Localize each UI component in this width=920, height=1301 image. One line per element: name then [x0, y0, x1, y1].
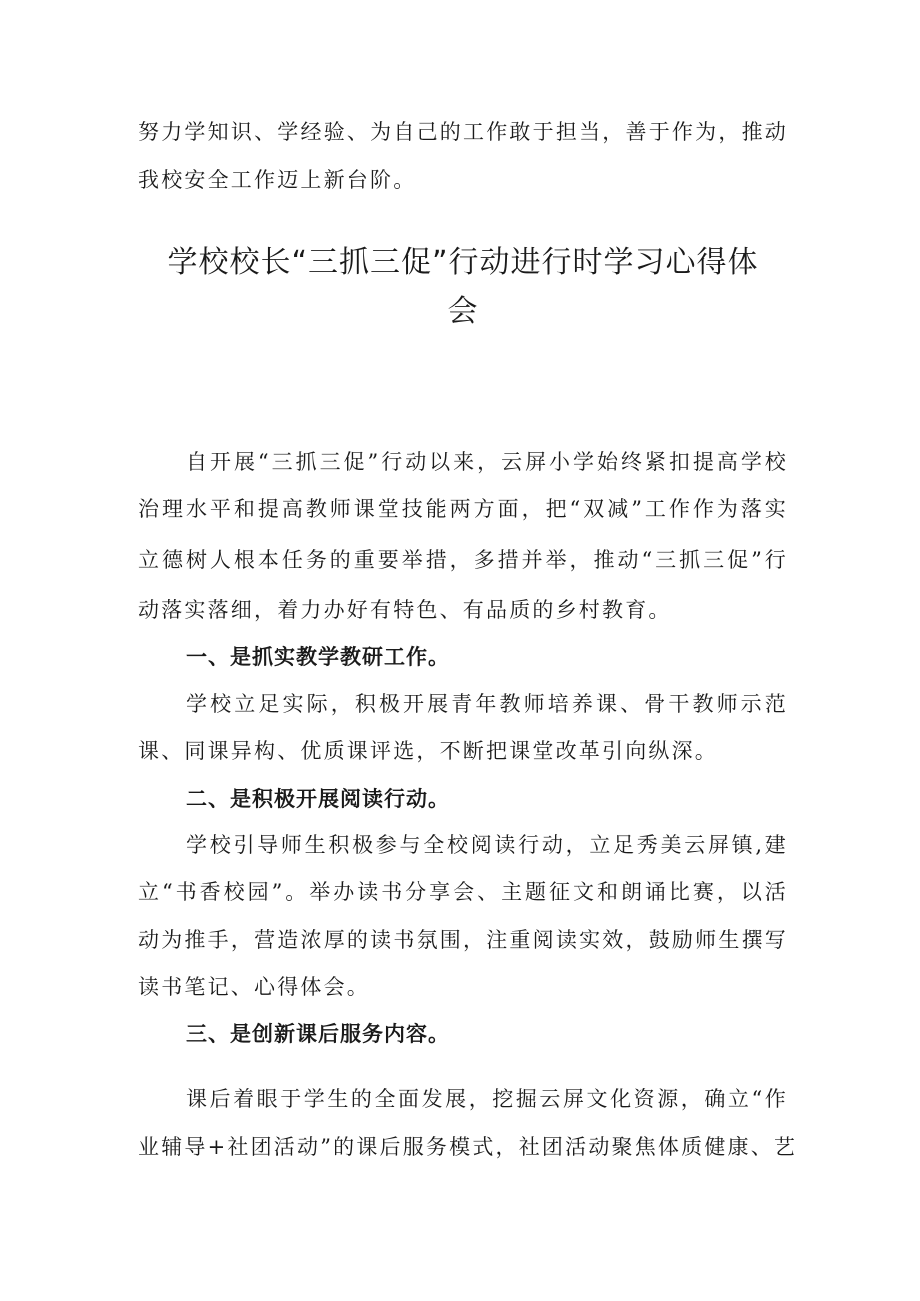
section1-line-2: 课、同课异构、优质课评选，不断把课堂改革引向纵深。 — [138, 739, 718, 763]
continuation-line-2: 我校安全工作迈上新台阶。 — [138, 168, 417, 192]
section-heading-2: 二、是积极开展阅读行动。 — [186, 787, 450, 811]
article-title-line-2: 会 — [447, 294, 479, 329]
continuation-line-1: 努力学知识、学经验、为自己的工作敢于担当，善于作为，推动 — [138, 120, 788, 144]
intro-line-4: 动落实落细，着力办好有特色、有品质的乡村教育。 — [138, 598, 672, 622]
section2-line-4: 读书笔记、心得体会。 — [138, 975, 370, 999]
section-heading-3: 三、是创新课后服务内容。 — [186, 1022, 450, 1046]
section3-line-2: 业辅导+社团活动”的课后服务模式，社团活动聚焦体质健康、艺 — [138, 1135, 798, 1159]
section2-line-3: 动为推手，营造浓厚的读书氛围，注重阅读实效，鼓励师生撰写 — [138, 928, 788, 952]
section1-line-1: 学校立足实际，积极开展青年教师培养课、骨干教师示范 — [186, 692, 788, 716]
intro-line-1: 自开展“三抓三促”行动以来，云屏小学始终紧扣提高学校 — [186, 450, 788, 474]
section3-line-1: 课后着眼于学生的全面发展，挖掘云屏文化资源，确立“作 — [186, 1087, 788, 1111]
section2-line-1: 学校引导师生积极参与全校阅读行动，立足秀美云屏镇,建 — [186, 833, 788, 857]
section2-line-2: 立“书香校园”。举办读书分享会、主题征文和朗诵比赛，以活 — [138, 880, 788, 904]
intro-line-2: 治理水平和提高教师课堂技能两方面，把“双减”工作作为落实 — [138, 497, 788, 521]
intro-line-3: 立德树人根本任务的重要举措，多措并举，推动“三抓三促”行 — [138, 548, 788, 572]
section-heading-1: 一、是抓实教学教研工作。 — [186, 645, 450, 669]
article-title-line-1: 学校校长“三抓三促”行动进行时学习心得体 — [167, 245, 759, 280]
